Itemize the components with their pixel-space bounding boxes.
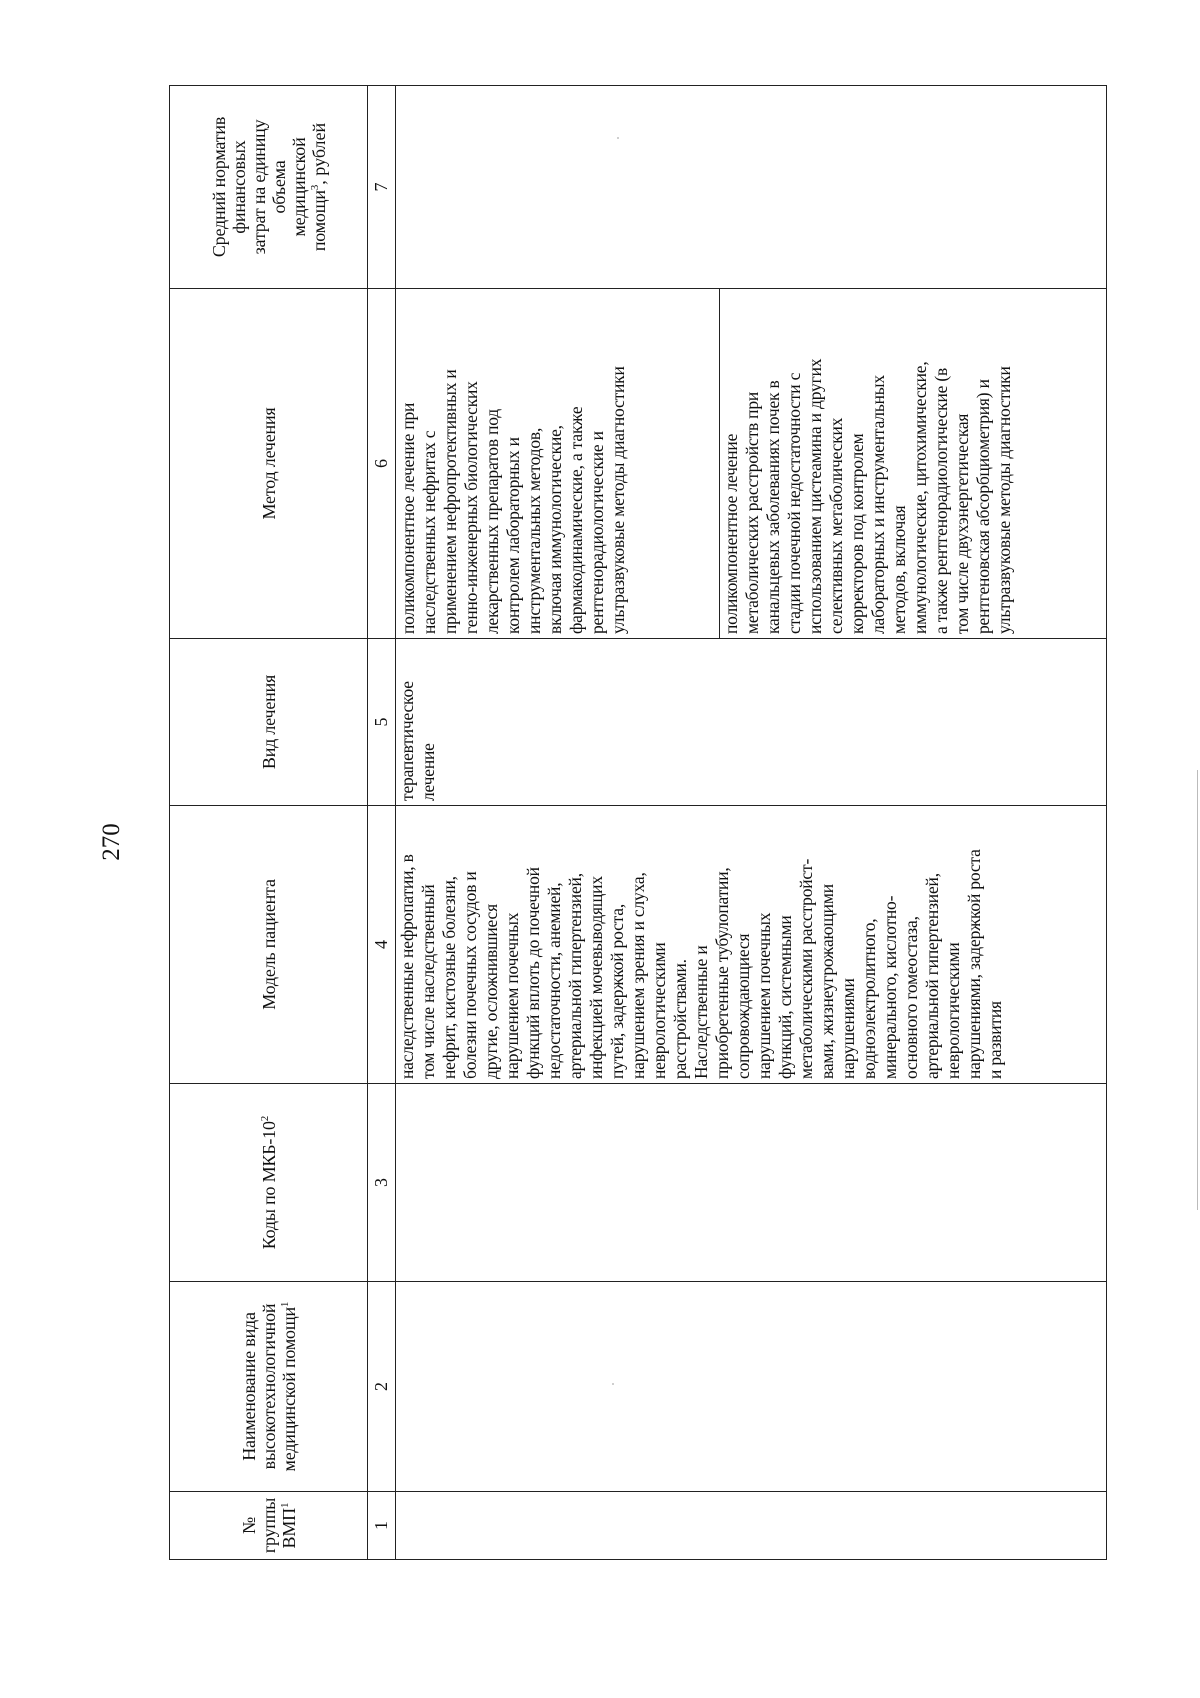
table-row (396, 86, 1107, 1560)
cell-icd-codes (396, 1084, 1107, 1282)
column-number: 6 (368, 289, 396, 639)
header-group-number: № группы ВМП$^1$ (170, 1492, 368, 1560)
header-average-cost: Средний норматив финансовых затрат на единицу объема медицинской помощи$^3$, рублей (170, 86, 368, 289)
column-number: 7 (368, 86, 396, 289)
cell-average-cost (396, 86, 1107, 289)
cell-group-number (396, 1492, 1107, 1560)
header-icd-codes: Коды по МКБ-$10^2$ (170, 1084, 368, 1282)
column-number: 5 (368, 639, 396, 806)
header-patient-model: Модель пациента (170, 806, 368, 1084)
scan-edge-line (1197, 770, 1198, 1210)
cell-vmp-name (396, 1282, 1107, 1492)
cell-treatment-type (396, 639, 1107, 806)
cell-treatment-method (396, 289, 1107, 639)
column-number: 4 (368, 806, 396, 1084)
page-number: 270 (98, 823, 125, 861)
treatment-method-2: поликомпонентное лечение метаболических расстройств при канальцевых заболеваниях почек в стадии почечной недостаточности с использованием цистеамина и других селективных метаболических корректоров под контролем лабораторных и инструментальных методов, включая иммунологические, цитохимические, а также рентгенорадиологические (в том числе двухэнергетическая рентгеновская абсорбциометрия) и ультразвуковые методы диагностики (721, 358, 1014, 634)
cell-patient-model (396, 806, 1107, 1084)
header-treatment-type: Вид лечения (170, 639, 368, 806)
treatment-method-1: поликомпонентное лечение при наследственных нефритах с применением нефропротективных и генно-инженерных биологических лекарственных препаратов под контролем лабораторных и инструментальных методов, включая иммунологические, фармакодинамические, а также рентгенорадиологические и ультразвуковые методы диагностики (397, 289, 720, 638)
column-number: 2 (368, 1282, 396, 1492)
column-number: 1 (368, 1492, 396, 1560)
table-header-row (170, 86, 368, 1560)
column-number-row (368, 86, 396, 1560)
header-vmp-name: Наименование вида высокотехнологичной медицинской помощи$^1$ (170, 1282, 368, 1492)
column-number: 3 (368, 1084, 396, 1282)
treatment-type-text: терапевтическое лечение (397, 681, 438, 801)
vmp-table-rotated (169, 86, 1107, 1560)
vmp-table (169, 85, 1107, 1560)
header-treatment-method: Метод лечения (170, 289, 368, 639)
patient-model-text: наследственные нефропатии, в том числе наследственный нефрит, кистозные болезни, болезни почечных сосудов и другие, осложнившиеся нарушением почечных функций вплоть до почечной недостаточности, анемией, артериальной гипертензией, инфекцией мочевыводящих путей, задержкой роста, нарушением зрения и слуха, неврологическими расстройствами. Наследственные и приобретенные тубулопатии, сопровождающиеся нарушением почечных функций, системными метаболическими расстройст- вами, жизнеугрожающими нарушениями водноэлектролитного, минерального, кислотно- основного гомеостаза, артериальной гипертензией, неврологическими нарушениями, задержкой роста и развития (397, 849, 1005, 1079)
